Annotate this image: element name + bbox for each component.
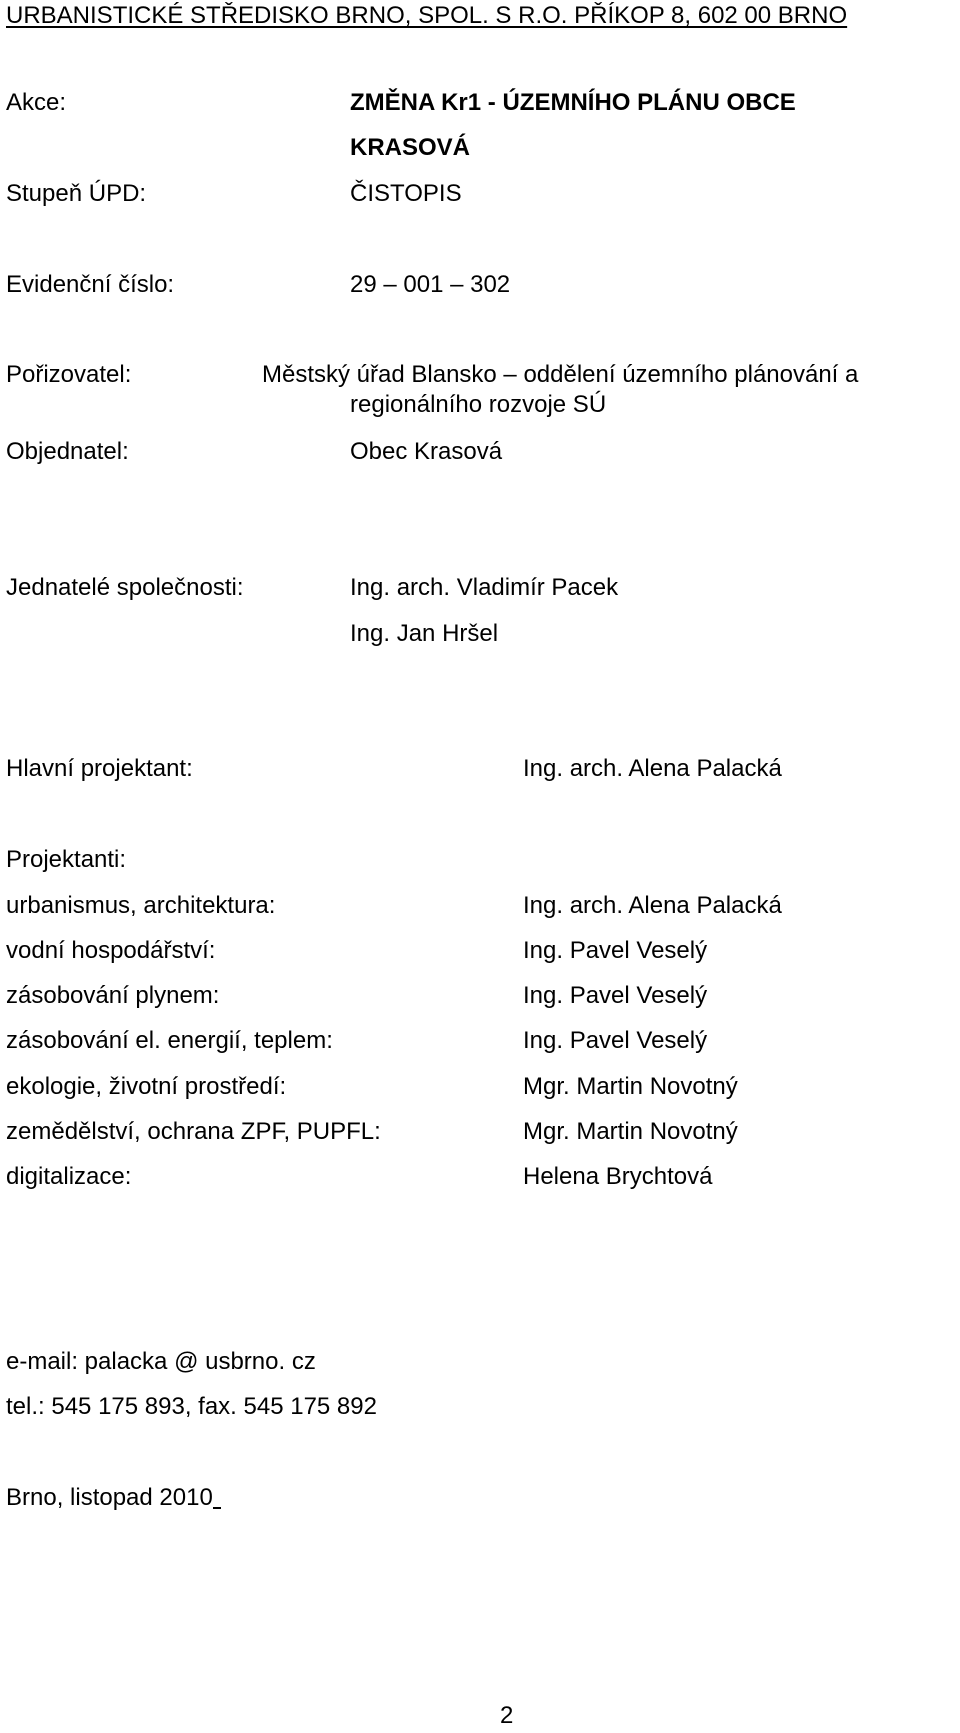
telephone-fax: tel.: 545 175 893, fax. 545 175 892 bbox=[6, 1393, 377, 1420]
akce-label: Akce: bbox=[6, 89, 67, 116]
evid-value: 29 – 001 – 302 bbox=[350, 271, 511, 298]
projektant-role: ekologie, životní prostředí: bbox=[6, 1073, 287, 1100]
stupen-value: ČISTOPIS bbox=[350, 180, 462, 207]
projektant-role: zemědělství, ochrana ZPF, PUPFL: bbox=[6, 1118, 381, 1145]
hlavni-value: Ing. arch. Alena Palacká bbox=[523, 755, 782, 782]
projektant-name: Ing. Pavel Veselý bbox=[523, 982, 708, 1009]
place-date bbox=[6, 1484, 221, 1512]
akce-title-line2: KRASOVÁ bbox=[350, 134, 471, 161]
projektant-name: Mgr. Martin Novotný bbox=[523, 1073, 738, 1100]
evid-label: Evidenční číslo: bbox=[6, 271, 175, 298]
projektant-role: digitalizace: bbox=[6, 1163, 132, 1190]
place-date-text: Brno, listopad 2010 bbox=[6, 1484, 213, 1511]
porizovatel-line1: Městský úřad Blansko – oddělení územního plánování a bbox=[262, 361, 859, 388]
projektant-name: Ing. Pavel Veselý bbox=[523, 1027, 708, 1054]
objednatel-label: Objednatel: bbox=[6, 438, 129, 465]
email: e-mail: palacka @ usbrno. cz bbox=[6, 1348, 316, 1375]
page-number: 2 bbox=[500, 1702, 514, 1729]
projektant-role: urbanismus, architektura: bbox=[6, 892, 276, 919]
projektant-name: Ing. arch. Alena Palacká bbox=[523, 892, 782, 919]
objednatel-value: Obec Krasová bbox=[350, 438, 503, 465]
trailing-underline bbox=[213, 1507, 221, 1509]
projektant-role: zásobování el. energií, teplem: bbox=[6, 1027, 333, 1054]
projektant-role: vodní hospodářství: bbox=[6, 937, 216, 964]
projektant-name: Ing. Pavel Veselý bbox=[523, 937, 708, 964]
stupen-label: Stupeň ÚPD: bbox=[6, 180, 147, 207]
projektanti-label: Projektanti: bbox=[6, 846, 127, 873]
projektant-name: Mgr. Martin Novotný bbox=[523, 1118, 738, 1145]
porizovatel-line2: regionálního rozvoje SÚ bbox=[350, 391, 607, 418]
porizovatel-label: Pořizovatel: bbox=[6, 361, 132, 388]
company-header: URBANISTICKÉ STŘEDISKO BRNO, SPOL. S R.O. PŘÍKOP 8, 602 00 BRNO bbox=[6, 2, 848, 29]
projektant-role: zásobování plynem: bbox=[6, 982, 220, 1009]
hlavni-label: Hlavní projektant: bbox=[6, 755, 193, 782]
jednatel-2: Ing. Jan Hršel bbox=[350, 620, 499, 647]
jednatel-1: Ing. arch. Vladimír Pacek bbox=[350, 574, 619, 601]
jednatele-label: Jednatelé společnosti: bbox=[6, 574, 244, 601]
projektant-name: Helena Brychtová bbox=[523, 1163, 713, 1190]
akce-title-line1: ZMĚNA Kr1 - ÚZEMNÍHO PLÁNU OBCE bbox=[350, 89, 796, 116]
